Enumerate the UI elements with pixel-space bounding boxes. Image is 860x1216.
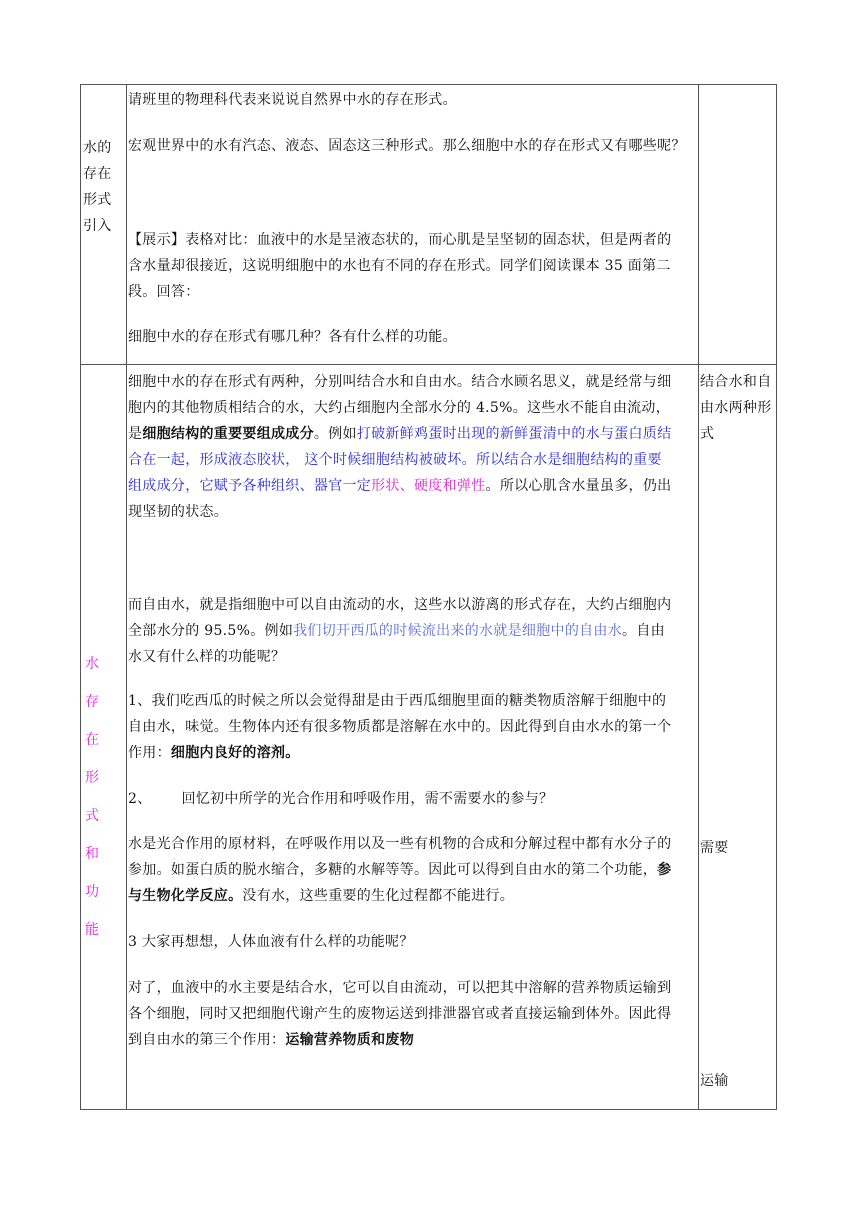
text-line: 各个细胞，同时又把细胞代谢产生的废物运送到排泄器官或者直接运输到体外。因此得	[128, 1006, 672, 1022]
blue-text: 打破新鲜鸡蛋时出现的新鲜蛋清中的水与蛋白质结	[356, 426, 672, 442]
bold-text: 细胞结构的重要要组成成分	[142, 426, 314, 442]
bold-text: 细胞内良好的溶剂。	[170, 745, 300, 761]
row1-label-line: 存在	[83, 166, 112, 182]
row1-p4: 细胞中水的存在形式有哪几种？各有什么样的功能。	[128, 329, 457, 345]
row1-label-line: 引入	[83, 218, 112, 234]
row1-p1: 请班里的物理科代表来说说自然界中水的存在形式。	[128, 92, 457, 108]
row2-label-char: 式	[85, 808, 100, 824]
text-line: 含水量却很接近，这说明细胞中的水也有不同的存在形式。同学们阅读课本 35 面第二	[128, 258, 671, 274]
text-line: 参加。如蛋白质的脱水缩合，多糖的水解等等。因此可以得到自由水的第二个功能，参	[128, 862, 672, 878]
lesson-table	[80, 84, 777, 1110]
row1-label-line: 水的	[83, 140, 112, 156]
row2-para5	[128, 831, 696, 909]
text-line: 现坚韧的状态。	[128, 504, 229, 520]
note-line: 式	[700, 426, 715, 442]
row2-para7	[128, 975, 696, 1053]
row2-para1	[128, 369, 696, 525]
text-line: 而自由水，就是指细胞中可以自由流动的水，这些水以游离的形式存在，大约占细胞内	[128, 597, 672, 613]
row2-label-char: 和	[85, 846, 100, 862]
column-divider	[698, 85, 699, 1109]
text-line: 水是光合作用的原材料，在呼吸作用以及一些有机物的合成和分解过程中都有水分子的	[128, 836, 672, 852]
text-line: 到自由水的第三个作用：运输营养物质和废物	[128, 1032, 415, 1048]
column-divider	[126, 85, 127, 1109]
bold-text: 参	[657, 862, 672, 878]
text-line: 细胞中水的存在形式有两种，分别叫结合水和自由水。结合水顾名思义，就是经常与细	[128, 374, 672, 390]
row2-label-char: 存	[85, 694, 100, 710]
pink-text: 形状、硬度和弹性	[371, 478, 486, 494]
bold-text: 运输营养物质和废物	[285, 1032, 415, 1048]
note-line: 由水两种形	[700, 400, 772, 416]
row2-label-char: 形	[85, 770, 100, 786]
text-line: 对了，血液中的水主要是结合水，它可以自由流动，可以把其中溶解的营养物质运输到	[128, 980, 672, 996]
row2-para4	[128, 786, 696, 812]
blue-text-line: 合在一起，形成液态胶状， 这个时候细胞结构被破坏。所以结合水是细胞结构的重要	[128, 452, 662, 468]
text-line: 作用：细胞内良好的溶剂。	[128, 745, 300, 761]
text-line: 回忆初中所学的光合作用和呼吸作用，需不需要水的参与？	[181, 791, 554, 807]
note-line: 结合水和自	[700, 374, 772, 390]
row2-para2	[128, 592, 696, 670]
text-line: 组成成分，它赋予各种组织、器官一定形状、硬度和弹性。所以心肌含水量虽多，仍出	[128, 478, 672, 494]
text-line: 胞内的其他物质相结合的水，大约占细胞内全部水分的 4.5%。这些水不能自由流动，	[128, 400, 671, 416]
text-line: 是细胞结构的重要要组成成分。例如打破新鲜鸡蛋时出现的新鲜蛋清中的水与蛋白质结	[128, 426, 672, 442]
row2-label-char: 能	[85, 922, 100, 938]
blue-text: 组成成分，它赋予各种组织、器官一定	[128, 478, 372, 494]
text-line: 【展示】表格对比：血液中的水是呈液态状的，而心肌是呈坚韧的固态状，但是两者的	[128, 232, 672, 248]
text-line: 自由水，味觉。生物体内还有很多物质都是溶解在水中的。因此得到自由水水的第一个	[128, 719, 672, 735]
row1-p2: 宏观世界中的水有汽态、液态、固态这三种形式。那么细胞中水的存在形式又有哪些呢？	[128, 138, 686, 154]
light-blue-text: 我们切开西瓜的时候流出来的水就是细胞中的自由水	[293, 623, 623, 639]
text-line: 段。回答：	[128, 284, 200, 300]
text-line: 与生物化学反应。没有水，这些重要的生化过程都不能进行。	[128, 888, 515, 904]
text-line: 水又有什么样的功能呢？	[128, 649, 286, 665]
text-line: 1、我们吃西瓜的时候之所以会觉得甜是由于西瓜细胞里面的糖类物质溶解于细胞中的	[128, 693, 667, 709]
row2-label-char: 在	[85, 732, 100, 748]
row2-label-char: 功	[85, 884, 100, 900]
row2-label	[83, 645, 125, 949]
right-note-3: 运输	[700, 1073, 729, 1089]
row2-para6: 3 大家再想想，人体血液有什么样的功能呢？	[128, 934, 414, 950]
row1-label-line: 形式	[83, 192, 112, 208]
right-note-1	[700, 369, 776, 447]
row-divider	[81, 364, 776, 365]
row1-label	[83, 135, 123, 239]
row1-p3	[128, 227, 696, 305]
list-number: 2、	[128, 791, 152, 807]
text-line: 全部水分的 95.5%。例如我们切开西瓜的时候流出来的水就是细胞中的自由水。自由	[128, 623, 665, 639]
row2-label-char: 水	[85, 656, 100, 672]
bold-text: 与生物化学反应。	[128, 888, 243, 904]
row2-para3	[128, 688, 696, 766]
right-note-2: 需要	[700, 840, 729, 856]
